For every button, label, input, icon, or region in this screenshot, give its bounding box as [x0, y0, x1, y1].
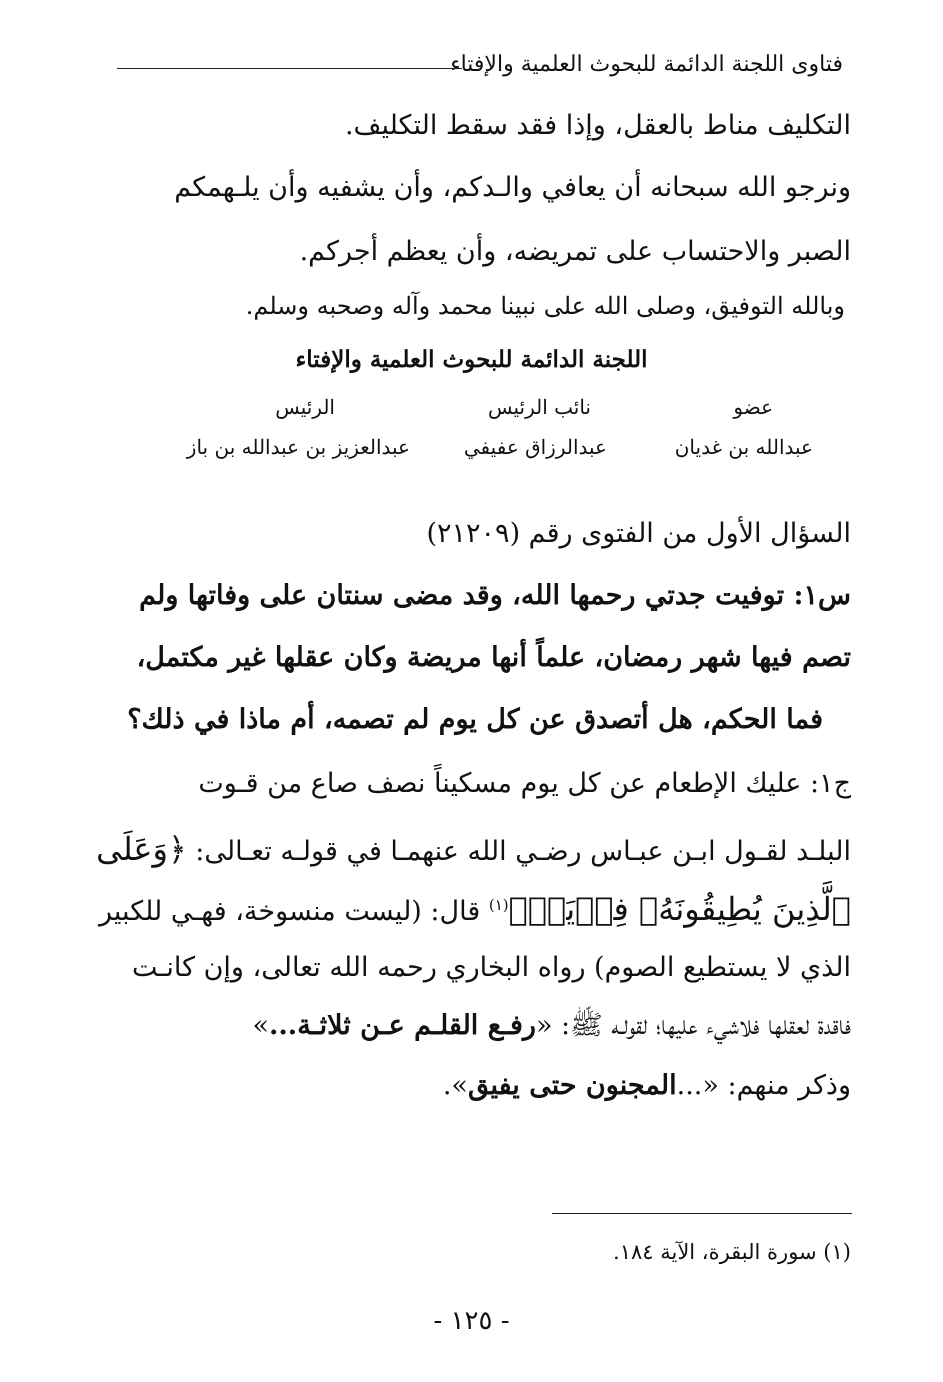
role-vice-chair: نائب الرئيس [487, 395, 591, 419]
answer-text: فاقدة لعقلها فلاشيء عليها؛ لقولـه ﷺ: « [535, 1010, 851, 1041]
answer-text: وذكر منهم: «... [676, 1070, 851, 1101]
text-line: الصبر والاحتساب على تمريضه، وأن يعظم أجركم. [299, 236, 851, 267]
question-line: س١: توفيت جدتي رحمها الله، وقد مضى سنتان على وفاتها ولم [139, 580, 851, 611]
chair-name: عبدالعزيز بن عبدالله بن باز [186, 435, 410, 459]
text-line: وبالله التوفيق، وصلى الله على نبينا محمد وآله وصحبه وسلم. [245, 292, 845, 320]
quran-verse-start: ﴿وَعَلَى [96, 830, 187, 868]
question-line: تصم فيها شهر رمضان، علماً أنها مريضة وكان عقلها غير مكتمل، [136, 642, 851, 673]
footnote-ref: (١) [488, 896, 509, 914]
answer-line [110, 1010, 851, 1042]
page-number: - ١٢٥ - [433, 1306, 510, 1336]
role-member: عضو [733, 395, 773, 419]
text-line: ونرجو الله سبحانه أن يعافي والـدكم، وأن يشفيه وأن يلـهمكم [174, 172, 851, 203]
answer-line [110, 1070, 851, 1102]
header-rule [117, 68, 462, 69]
role-chair: الرئيس [275, 395, 335, 419]
running-header-title: فتاوى اللجنة الدائمة للبحوث العلمية والإفتاء [450, 52, 843, 77]
answer-text: » [252, 1010, 269, 1041]
answer-text: قال: (ليست منسوخة، فهـي للكبير [99, 896, 489, 927]
answer-line [99, 890, 851, 928]
committee-title: اللجنة الدائمة للبحوث العلمية والإفتاء [295, 346, 648, 373]
footnote-rule [552, 1213, 852, 1214]
quran-verse: ٱلَّذِينَ يُطِيقُونَهُۥ فِدۡيَةٞ﴾ [508, 890, 851, 928]
hadith-text: المجنون حتى يفيق [467, 1070, 677, 1101]
answer-line [96, 830, 851, 868]
question-heading: السؤال الأول من الفتوى رقم (٢١٢٠٩) [426, 518, 851, 549]
hadith-text: رفـع القلـم عـن ثلاثـة... [269, 1010, 536, 1041]
answer-text: ». [442, 1070, 468, 1101]
answer-text: البلـد لقـول ابـن عبـاس رضـي الله عنهمـا في قولـه تعـالى: [186, 836, 851, 867]
vice-chair-name: عبدالرزاق عفيفي [463, 435, 607, 459]
text-line: التكليف مناط بالعقل، وإذا فقد سقط التكليف. [344, 110, 851, 141]
footnote: (١) سورة البقرة، الآية ١٨٤. [613, 1240, 851, 1264]
answer-line: ج١: عليك الإطعام عن كل يوم مسكيناً نصف صاع من قـوت [198, 768, 851, 799]
question-line: فما الحكم، هل أتصدق عن كل يوم لم تصمه، أم ماذا في ذلك؟ [127, 704, 823, 735]
answer-line: الذي لا يستطيع الصوم) رواه البخاري رحمه الله تعالى، وإن كانـت [132, 952, 851, 983]
member-name: عبدالله بن غديان [674, 435, 813, 459]
